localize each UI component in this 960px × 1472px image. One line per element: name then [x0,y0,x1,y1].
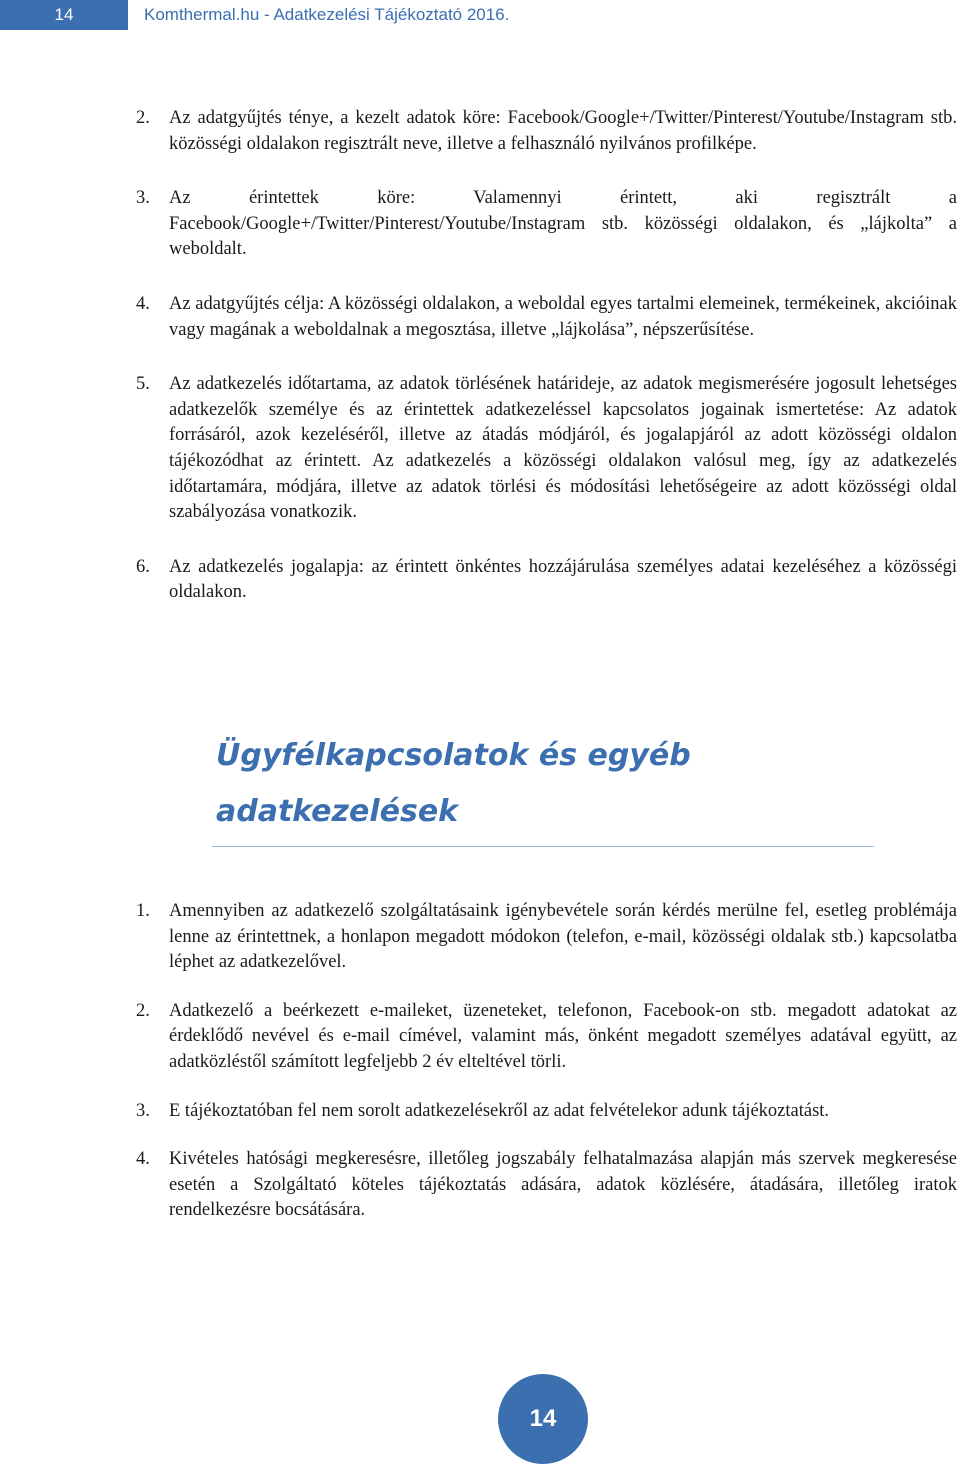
list-item-text: Adatkezelő a beérkezett e-maileket, üzeneteket, telefonon, Facebook-on stb. megadott adatokat az érdeklődő nevével és e-mail címével, valamint más, önként megadott személyes adatával együtt, az adatközléstől számított legfeljebb 2 év elteltével törli. [169,1000,957,1072]
list-item-text: Amennyiben az adatkezelő szolgáltatásaink igénybevétele során kérdés merülne fel, esetleg problémája lenne az érintettnek, a honlapon megadott módokon (telefon, e-mail, közösségi oldalak stb.) kapcsolatba léphet az adatkezelővel. [169,901,957,973]
list-social-media [0,106,960,606]
list-item-number: 5. [136,374,150,395]
list-item-text: Az érintettek köre: Valamennyi érintett, aki regisztrált a Facebook/Google+/Twitter/Pinterest/Youtube/Instagram stb. közösségi oldalakon, és „lájkolta” a weboldalt. [169,188,957,260]
list-item-number: 2. [136,1000,150,1021]
list-item-number: 6. [136,556,150,577]
list-item-text: Az adatgyűjtés célja: A közösségi oldalakon, a weboldal egyes tartalmi elemeinek, termékeinek, akcióinak vagy magának a weboldalnak a megosztása, illetve „lájkolása”, népszerűsítése. [169,293,957,340]
list-item [0,1147,960,1224]
list-item [0,1099,960,1125]
list-item-text: Az adatkezelés jogalapja: az érintett önkéntes hozzájárulása személyes adatai kezeléséhez a közösségi oldalakon. [169,556,957,603]
list-item-number: 4. [136,1149,150,1170]
header-title: Komthermal.hu - Adatkezelési Tájékoztató 2016. [144,5,510,24]
list-item-text: Kivételes hatósági megkeresésre, illetőleg jogszabály felhatalmazása alapján más szervek megkeresése esetén a Szolgáltató köteles tájékoztatás adására, adatok közlésére, átadására, illetőleg iratok rendelkezésre bocsátására. [169,1149,957,1221]
page-header [0,0,960,30]
list-item-text: Az adatkezelés időtartama, az adatok törlésének határideje, az adatok megismerésére jogosult lehetséges adatkezelők személye és az érintettek adatkezeléssel kapcsolatos jogainak ismertetése: Az adatok forrásáról, azok kezeléséről, illetve az átadás módjáról, és jogalapjáról az adott közösségi oldalon tájékozódhat az érintett. Az adatkezelés a közösségi oldalakon valósul meg, így az adatkezelés időtartamára, módjára, illetve az adatok törlési és módosítási lehetőségeire az adott közösségi oldal szabályozása vonatkozik. [169,374,957,523]
footer-page-number: 14 [498,1374,588,1464]
list-client-relations [0,899,960,1224]
list-item-number: 3. [136,1100,150,1121]
header-page-number: 14 [0,0,128,30]
list-item-number: 4. [136,293,150,314]
heading-divider [212,846,874,847]
list-item [0,555,960,606]
list-item [0,899,960,976]
list-item-number: 2. [136,108,150,128]
list-item [0,292,960,343]
list-item-number: 1. [136,901,150,921]
list-item-text: Az adatgyűjtés ténye, a kezelt adatok köre: Facebook/Google+/Twitter/Pinterest/Youtube/Instagram stb. közösségi oldalakon regisztrált neve, illetve a felhasználó nyilvános profilképe. [169,108,957,154]
list-item [0,372,960,526]
list-item [0,999,960,1076]
list-item [0,186,960,263]
list-item [0,106,960,157]
list-item-number: 3. [136,188,150,209]
section-heading: Ügyfélkapcsolatok és egyéb adatkezelések [216,738,691,829]
list-item-text: E tájékoztatóban fel nem sorolt adatkezelésekről az adat felvételekor adunk tájékoztatást. [169,1100,830,1121]
